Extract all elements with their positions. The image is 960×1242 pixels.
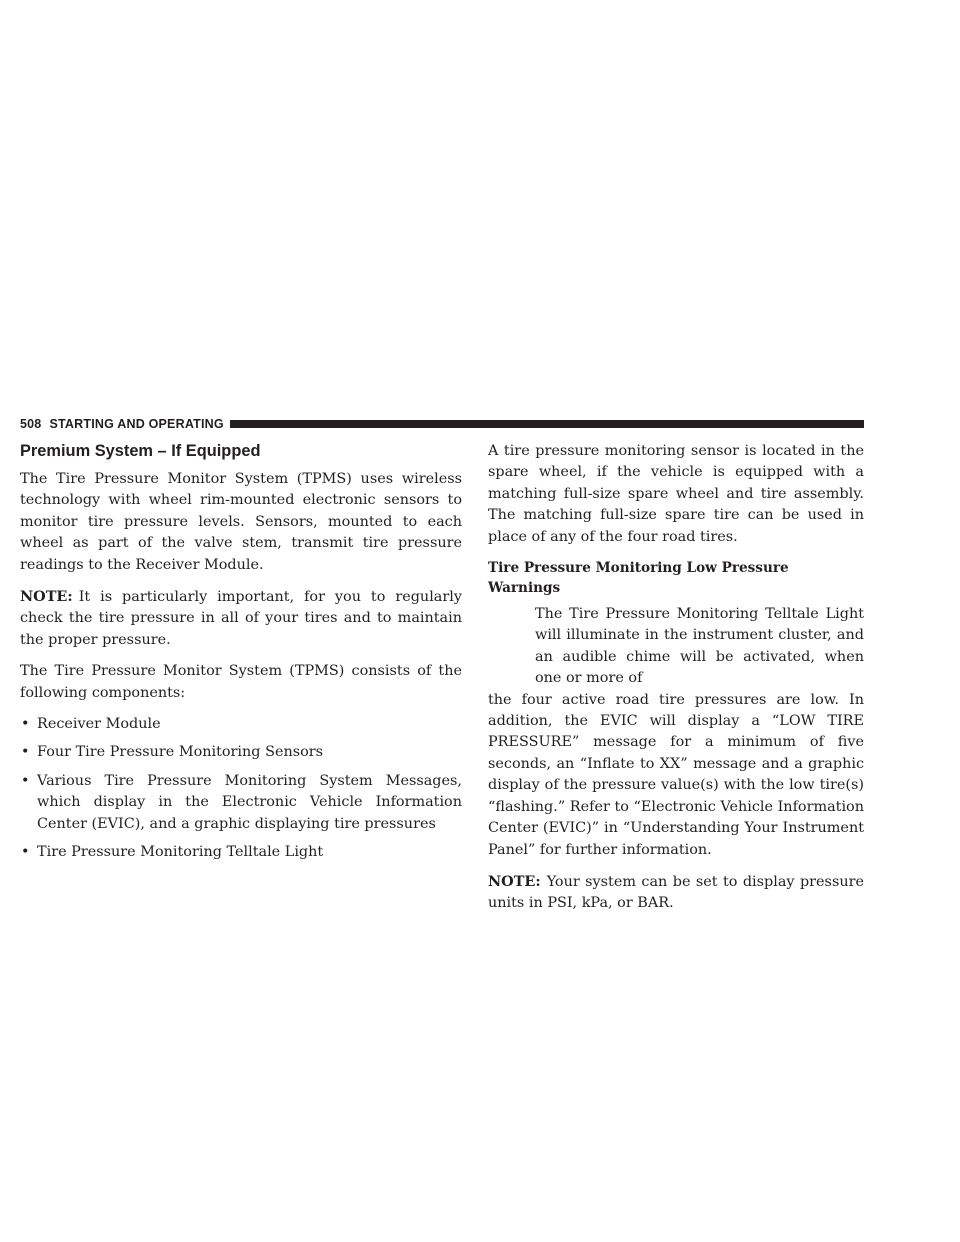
page-number: 508 xyxy=(20,417,42,431)
bullet-icon: • xyxy=(21,844,30,861)
list-item: • Receiver Module xyxy=(20,714,462,735)
note-text: It is particularly important, for you to regularly check the tire pressure in all of your tires and to maintain the proper pressure. xyxy=(20,589,462,648)
bullet-icon: • xyxy=(21,744,30,761)
note-label: NOTE: xyxy=(20,588,73,606)
left-column xyxy=(20,441,462,871)
spare-wheel-paragraph: A tire pressure monitoring sensor is located in the spare wheel, if the vehicle is equipped with a matching full-size spare wheel and tire assembly. The matching full-size spare tire can be used in place of any of the four road tires. xyxy=(488,443,864,545)
components-list xyxy=(20,714,462,863)
list-item: • Various Tire Pressure Monitoring System Messages, which display in the Electronic Vehicle Information Center (EVIC), and a graphic displaying tire pressures xyxy=(21,772,462,832)
units-note-paragraph xyxy=(488,871,864,915)
note-label: NOTE: xyxy=(488,872,541,890)
warnings-text: the four active road tire pressures are low. In addition, the EVIC will display a “LOW TIRE PRESSURE” message for a minimum of five seconds, an “Inflate to XX” message and a graphic display of the pressure value(s) with the low tire(s) “flashing.” Refer to “Electronic Vehicle Information Center (EVIC)” in “Understanding Your Instrument Panel” for further information. xyxy=(488,691,864,858)
units-note-text: Your system can be set to display pressure units in PSI, kPa, or BAR. xyxy=(488,873,864,912)
bullet-icon: • xyxy=(21,772,30,789)
low-pressure-warnings-heading: Tire Pressure Monitoring Low Pressure Warnings xyxy=(488,560,789,597)
components-intro: The Tire Pressure Monitor System (TPMS) consists of the following components: xyxy=(20,663,462,701)
bullet-icon: • xyxy=(21,716,30,733)
premium-system-heading: Premium System – If Equipped xyxy=(20,442,261,460)
page-header xyxy=(20,416,864,432)
tpms-description: The Tire Pressure Monitor System (TPMS) uses wireless technology with wheel rim-mounted electronic sensors to monitor tire pressure levels. Sensors, mounted to each wheel as part of the valve stem, transmit tire pressure readings to the Receiver Module. xyxy=(20,471,462,573)
header-rule xyxy=(230,420,864,428)
section-title: STARTING AND OPERATING xyxy=(49,417,224,431)
note-paragraph xyxy=(20,586,462,651)
right-column xyxy=(488,441,864,925)
list-item: • Tire Pressure Monitoring Telltale Light xyxy=(20,842,462,863)
warnings-paragraph xyxy=(488,604,864,861)
list-item: • Four Tire Pressure Monitoring Sensors xyxy=(20,742,462,763)
warnings-indented-text: The Tire Pressure Monitoring Telltale Light will illuminate in the instrument cluster, and an audible chime will be activated, when one or more of xyxy=(535,606,864,687)
